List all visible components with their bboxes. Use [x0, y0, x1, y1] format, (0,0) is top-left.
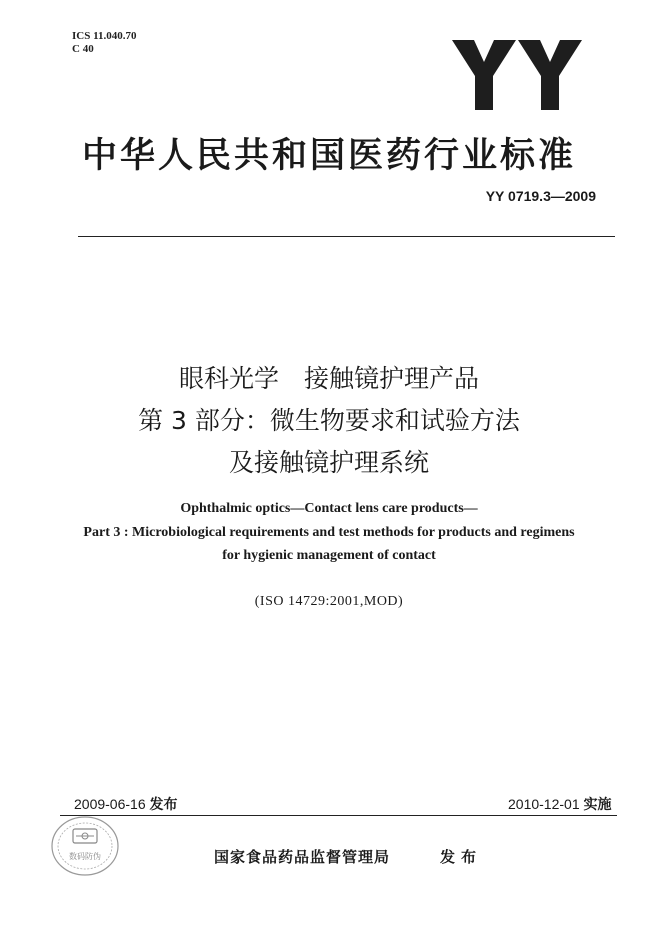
footer-divider: [60, 815, 617, 816]
title-en-line3: for hygienic management of contact: [222, 548, 436, 563]
title-cn-line3: 及接触镜护理系统: [228, 448, 429, 477]
seal-text: 数码防伪: [69, 852, 101, 861]
header-divider: [78, 236, 615, 237]
title-cn-line1: 眼科光学 接触镜护理产品: [178, 364, 479, 393]
issue-date-label: 发布: [149, 797, 178, 813]
standard-number: YY 0719.3—2009: [485, 188, 596, 204]
issue-date: [74, 794, 178, 814]
classification-codes: [72, 30, 137, 56]
ics-code: ICS 11.040.70: [72, 30, 137, 42]
title-en-line1: Ophthalmic optics—Contact lens care products—: [180, 501, 478, 516]
ccs-code: C 40: [72, 43, 94, 55]
implementation-date: [508, 794, 612, 814]
title-en-line2: Part 3 : Microbiological requirements and test methods for products and regimens: [83, 525, 575, 540]
iso-reference: (ISO 14729:2001,MOD): [254, 594, 404, 609]
title-cn-line2: 第 3 部分：微生物要求和试验方法: [138, 406, 520, 435]
issue-date-value: 2009-06-16: [74, 796, 146, 812]
anti-counterfeit-seal-icon: [50, 815, 120, 877]
yy-logo: [452, 40, 582, 110]
implementation-date-label: 实施: [583, 797, 612, 813]
publisher-action: 发布: [440, 848, 483, 866]
implementation-date-value: 2010-12-01: [508, 796, 580, 812]
standard-type-title: 中华人民共和国医药行业标准: [81, 136, 576, 176]
publisher-name: 国家食品药品监督管理局: [214, 848, 391, 866]
